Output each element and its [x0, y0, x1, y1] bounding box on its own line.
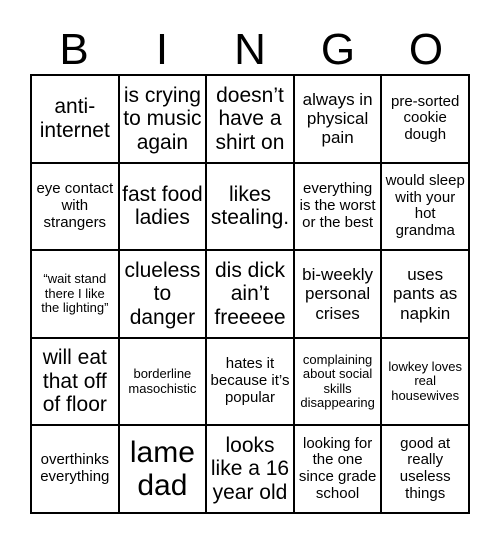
bingo-cell[interactable] — [294, 338, 382, 426]
cell-text: bi-weekly personal crises — [302, 265, 374, 323]
bingo-cell[interactable] — [119, 250, 207, 338]
header-letter-b: B — [59, 25, 89, 74]
bingo-cell[interactable] — [119, 75, 207, 163]
header-letter-g: G — [320, 25, 356, 74]
bingo-cell[interactable] — [31, 75, 119, 163]
cell-text: will eat that off of floor — [42, 346, 107, 417]
cell-text: dis dick ain’t freeeee — [214, 258, 286, 329]
bingo-cell[interactable] — [31, 250, 119, 338]
cell-text: borderline masochistic — [128, 366, 197, 396]
bingo-cell[interactable] — [381, 425, 469, 513]
bingo-cell[interactable] — [206, 250, 294, 338]
bingo-cell[interactable] — [381, 250, 469, 338]
bingo-cell[interactable] — [31, 425, 119, 513]
cell-text: clueless to danger — [124, 258, 201, 329]
cell-text: fast food ladies — [122, 182, 203, 230]
cell-text: anti-internet — [39, 95, 110, 142]
cell-text: doesn’t have a shirt on — [215, 83, 285, 154]
cell-text: hates it because it’s popular — [210, 355, 290, 406]
cell-text: lame dad — [129, 436, 195, 503]
cell-text: likes stealing. — [210, 182, 290, 230]
cell-text: looks like a 16 year old — [210, 433, 290, 504]
bingo-cell[interactable] — [206, 338, 294, 426]
bingo-cell[interactable] — [294, 425, 382, 513]
header-letter-n: N — [234, 25, 266, 74]
cell-text: uses pants as napkin — [393, 265, 458, 323]
bingo-cell[interactable] — [31, 338, 119, 426]
bingo-cell[interactable] — [119, 163, 207, 251]
header-letter-i: I — [155, 25, 169, 74]
cell-text: would sleep with your hot grandma — [385, 171, 465, 240]
cell-text: overthinks everything — [40, 451, 110, 486]
cell-text: lowkey loves real housewives — [388, 358, 463, 403]
bingo-card — [30, 74, 470, 514]
bingo-cell[interactable] — [381, 163, 469, 251]
bingo-cell[interactable] — [206, 163, 294, 251]
cell-text: always in physical pain — [302, 90, 373, 148]
cell-text: looking for the one since grade school — [298, 434, 377, 502]
bingo-cell[interactable] — [119, 425, 207, 513]
bingo-cell[interactable] — [119, 338, 207, 426]
cell-text: pre-sorted cookie dough — [391, 92, 460, 144]
cell-text: “wait stand there I like the lighting” — [41, 271, 109, 316]
bingo-cell[interactable] — [206, 75, 294, 163]
header-letter-o: O — [408, 25, 444, 74]
bingo-cell[interactable] — [31, 163, 119, 251]
cell-text: complaining about social skills disappearing — [300, 351, 375, 411]
bingo-cell[interactable] — [381, 338, 469, 426]
cell-text: is crying to music again — [123, 83, 202, 154]
bingo-header — [30, 26, 470, 74]
bingo-cell[interactable] — [206, 425, 294, 513]
bingo-cell[interactable] — [294, 75, 382, 163]
cell-text: good at really useless things — [399, 434, 451, 502]
cell-text: everything is the worst or the best — [299, 180, 376, 231]
bingo-cell[interactable] — [381, 75, 469, 163]
cell-text: eye contact with strangers — [36, 180, 114, 231]
bingo-cell[interactable] — [294, 163, 382, 251]
bingo-cell[interactable] — [294, 250, 382, 338]
